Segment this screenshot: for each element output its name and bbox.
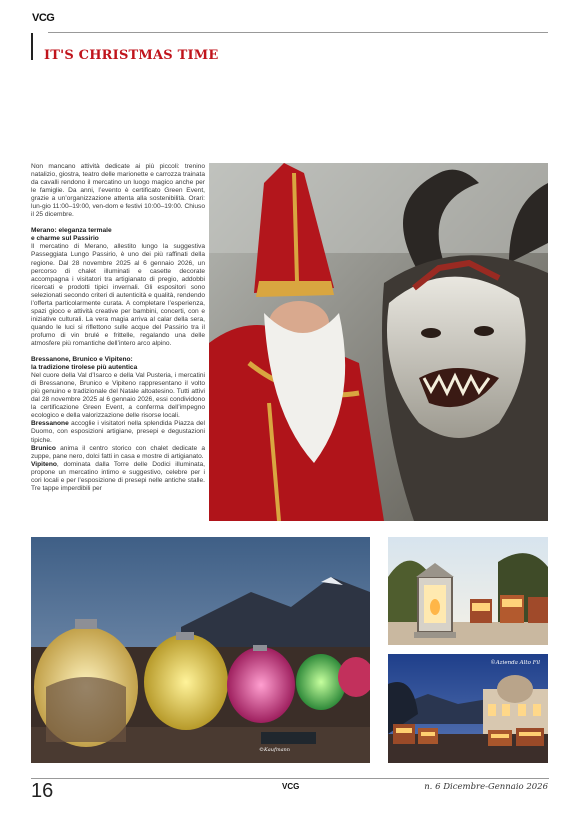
brunico-lead: Brunico [31, 444, 56, 452]
merano-night-image [388, 654, 548, 763]
section-title: IT'S CHRISTMAS TIME [44, 48, 219, 63]
photo-lantern [388, 537, 548, 645]
vipiteno-lead: Vipiteno [31, 460, 57, 468]
bressanone-text: accoglie i visitatori nella splendida Piazza del Duomo, con esposizioni artigiane, presepi e degustazioni tipiche. [31, 420, 205, 444]
article-intro: Non mancano attività dedicate ai più piccoli: trenino natalizio, giostra, teatro delle marionette e carrozza trainata da cavalli rendono il mercatino un luogo magico anche per le famiglie. Da anni, l’evento è certificato Green Event, grazie a un’organizzazione attenta alla sostenibilità. Orari: lun-gio 11:00–19:00, ven-dom e festivi 10:00–19:00. Chiuso il 25 dicembre. [31, 163, 205, 219]
vipiteno-paragraph [31, 461, 205, 493]
footer-rule [31, 778, 549, 779]
header-rule [48, 32, 548, 33]
article-column [31, 163, 205, 493]
st-nicholas-krampus-image [209, 163, 548, 521]
merano-heading-line1: Merano: eleganza termale [31, 227, 112, 235]
bressanone-heading [31, 356, 205, 372]
vipiteno-text: , dominata dalla Torre delle Dodici illuminata, propone un mercatino intimo e suggestivo, celebre per i cori locali e per l’esposizione di presepi nelle antiche stalle. Tre tappe imperdibili per [31, 460, 205, 492]
bressanone-body: Nel cuore della Val d’Isarco e della Val Pusteria, i mercatini di Bressanone, Brunico e Vipiteno rappresentano il volto più genuino e tradizionale del Natale altoatesino. Tutti attivi dal 28 novembre 2025 al 6 gennaio 2026, essi condividono la certificazione Green Event, a conferma dell’impegno ecologico e della valorizzazione delle risorse locali. [31, 372, 205, 420]
merano-baubles-image [31, 537, 370, 763]
merano-body: Il mercatino di Merano, allestito lungo la suggestiva Passeggiata Lungo Passirio, è uno dei più raffinati della regione. Dal 28 novembre 2025 al 6 gennaio 2026, un percorso di chalet illuminati e casette decorate accompagna i visitatori tra artigianato di pregio, addobbi ricercati e prodotti tipici invernali. Gli espositori sono selezionati secondo criteri di autenticità e qualità, rendendo l’offerta particolarmente curata. A completare l’esperienza, spazi gioco e attività creative per bambini, concerti, con e iniziative culturali. La vera magia arriva al calar della sera, quando le luci si riflettono sulle acque del Passirio tra il profumo di vin brulé e frittelle, regalando una delle atmosfere più romantiche dell’intero arco alpino. [31, 243, 205, 347]
photo-merano-night [388, 654, 548, 763]
photo-credit-night: ©Azienda Alto Fil [490, 660, 540, 666]
page-number: 16 [31, 780, 54, 802]
bressanone-heading-line1: Bressanone, Brunico e Vipiteno: [31, 356, 133, 364]
bressanone-heading-line2: la tradizione tirolese più autentica [31, 364, 138, 372]
merano-heading [31, 227, 205, 243]
brunico-text: anima il centro storico con chalet dedicate a zuppe, pane nero, dolci fatti in casa e mostre di artigianato. [31, 444, 205, 460]
bressanone-paragraph [31, 420, 205, 444]
merano-heading-line2: e charme sul Passirio [31, 235, 99, 243]
brunico-paragraph [31, 445, 205, 461]
bressanone-lead: Bressanone [31, 420, 69, 428]
lantern-image [388, 537, 548, 645]
footer-logo: VCG [282, 782, 300, 791]
photo-credit-baubles: ©Kaufmann [259, 747, 290, 753]
photo-st-nicholas-krampus [209, 163, 548, 521]
section-marker [31, 33, 33, 60]
photo-merano-baubles [31, 537, 370, 763]
magazine-logo: VCG [32, 12, 55, 24]
issue-label: n. 6 Dicembre-Gennaio 2026 [424, 782, 548, 792]
